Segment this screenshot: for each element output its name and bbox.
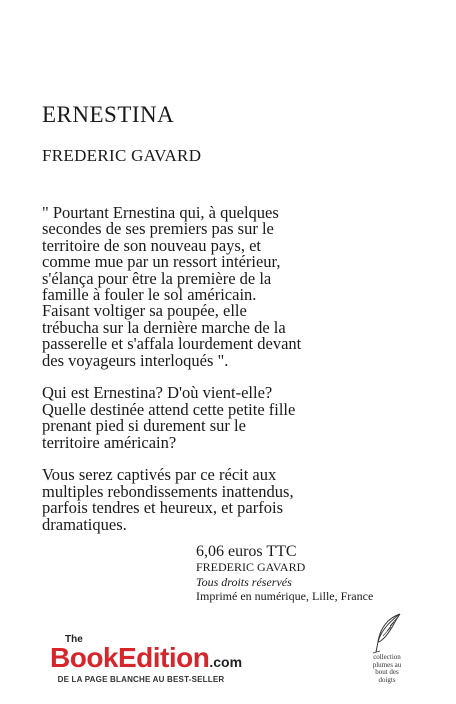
logo-tagline: DE LA PAGE BLANCHE AU BEST-SELLER — [57, 675, 225, 684]
printing-notice: Imprimé en numérique, Lille, France — [196, 589, 374, 603]
price-author: FREDERIC GAVARD — [196, 560, 306, 574]
book-author: FREDERIC GAVARD — [42, 146, 202, 165]
synopsis — [42, 205, 362, 549]
price: 6,06 euros TTC — [196, 543, 297, 560]
publisher-logo — [26, 632, 256, 692]
price-block — [196, 543, 373, 604]
logo-wordmark — [50, 642, 242, 674]
logo-name: BookEdition — [50, 642, 210, 673]
logo-the: The — [65, 634, 83, 645]
logo-domain: .com — [209, 654, 243, 670]
collection-mark — [356, 612, 418, 692]
rights-notice: Tous droits réservés — [196, 574, 292, 589]
synopsis-paragraph: Qui est Ernestina? D'où vient-elle? Quelle destinée attend cette petite fille prenant pied si durement sur le territoire américain? — [42, 383, 296, 452]
collection-label: collection plumes au bout des doigts — [372, 653, 402, 684]
quill-icon — [370, 612, 404, 654]
synopsis-paragraph: Vous serez captivés par ce récit aux multiples rebondissements inattendus, parfois tendres et heureux, et parfois dramatiques. — [42, 465, 294, 534]
book-title: ERNESTINA — [42, 102, 175, 127]
synopsis-paragraph: " Pourtant Ernestina qui, à quelques secondes de ses premiers pas sur le territoire de son nouveau pays, et comme mue par un ressort intérieur, s'élança pour être la première de la famille à fouler le sol américain. Faisant voltiger sa poupée, elle trébucha sur la dernière marche de la passerelle et s'affala lourdement devant des voyageurs interloqués ". — [42, 203, 302, 370]
